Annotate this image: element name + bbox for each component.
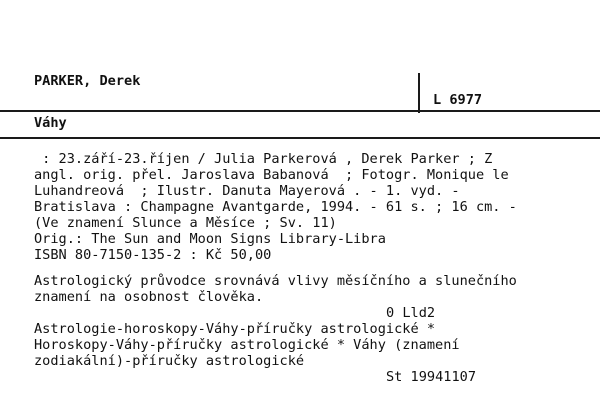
annotation-line: Astrologický průvodce srovnává vlivy měsíčního a slunečního [34, 273, 517, 289]
title-heading: Váhy [34, 115, 67, 131]
subject-line: Horoskopy-Váhy-příručky astrologické * Váhy (znamení [34, 337, 460, 353]
stamp: St 19941107 [386, 369, 477, 385]
description-line: Luhandreová ; Ilustr. Danuta Mayerová . - 1. vyd. - [34, 183, 460, 199]
classification: 0 Lld2 [386, 305, 436, 321]
annotation-line: znamení na osobnost člověka. [34, 289, 264, 305]
description-line: Orig.: The Sun and Moon Signs Library-Libra [34, 231, 386, 247]
call-number: L 6977 [433, 92, 483, 108]
header-rule [0, 110, 600, 112]
author-heading: PARKER, Derek [34, 73, 141, 89]
title-rule [0, 137, 600, 139]
description-line: ISBN 80-7150-135-2 : Kč 50,00 [34, 247, 272, 263]
description-line: Bratislava : Champagne Avantgarde, 1994. - 61 s. ; 16 cm. - [34, 199, 517, 215]
description-line: (Ve znamení Slunce a Měsíce ; Sv. 11) [34, 215, 337, 231]
subject-line: zodiakální)-příručky astrologické [34, 353, 305, 369]
description-line: : 23.září-23.říjen / Julia Parkerová , Derek Parker ; Z [34, 151, 493, 167]
description-line: angl. orig. přel. Jaroslava Babanová ; Fotogr. Monique le [34, 167, 509, 183]
call-number-divider [418, 73, 420, 113]
subject-line: Astrologie-horoskopy-Váhy-příručky astrologické * [34, 321, 436, 337]
